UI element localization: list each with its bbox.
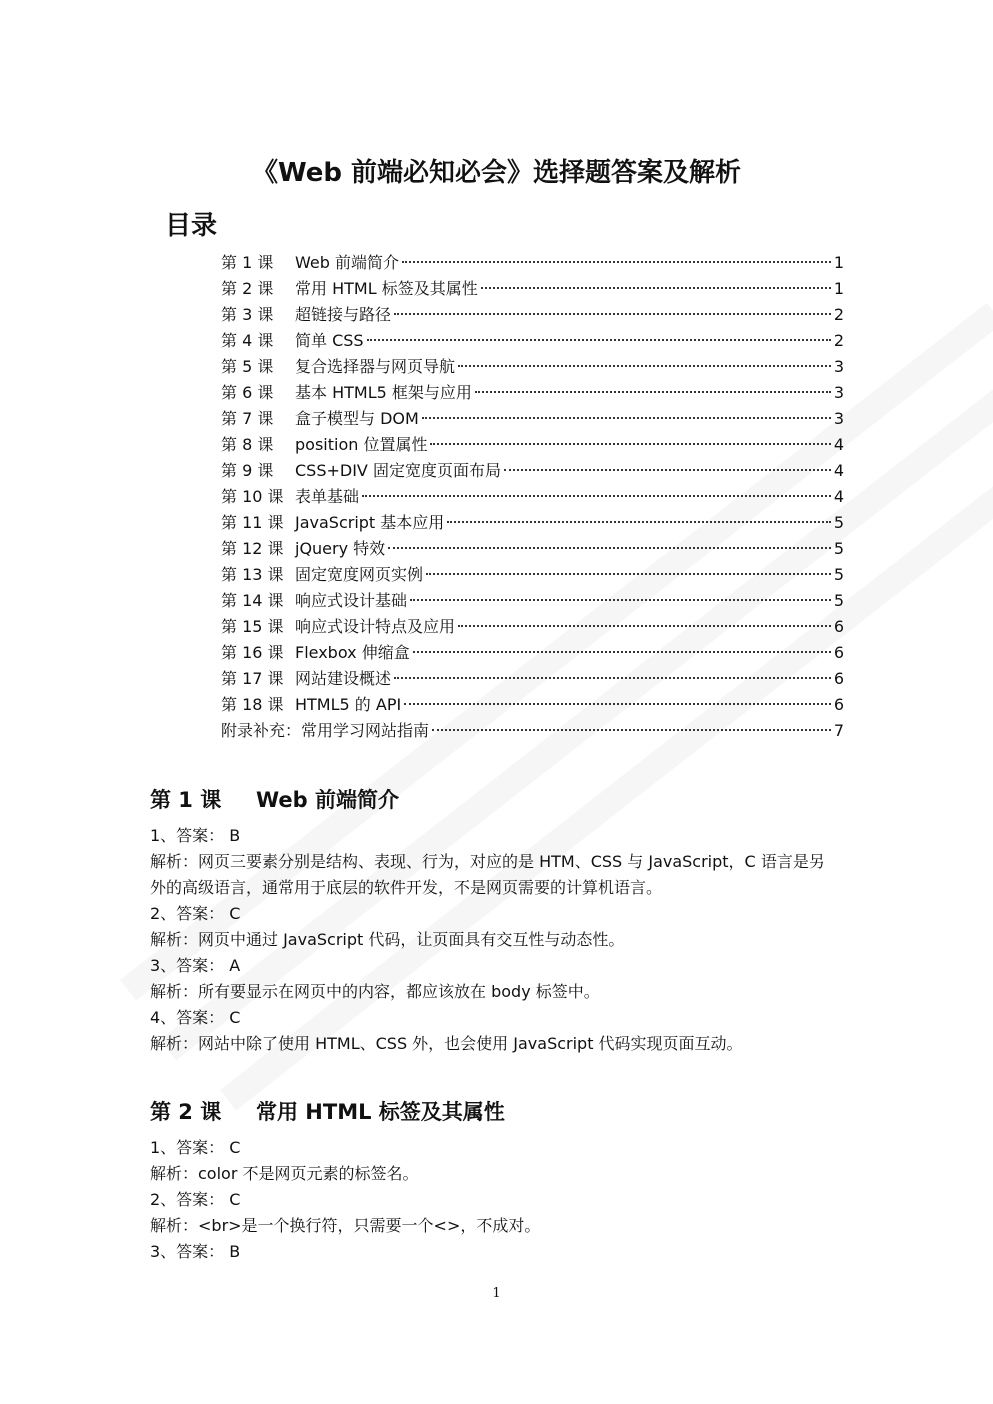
toc-entry-title: HTML5 的 API <box>295 695 402 714</box>
answer-line: 4、答案： C <box>150 1008 241 1027</box>
toc-entry-title: Flexbox 伸缩盒 <box>295 643 410 662</box>
toc-entry-page: 3 <box>833 383 844 402</box>
toc-entry[interactable] <box>221 614 844 640</box>
toc-dot-leader <box>426 573 831 575</box>
toc-entry-number: 第 11 课 <box>221 513 284 532</box>
toc-entry-number: 第 7 课 <box>221 409 274 428</box>
section-heading <box>150 1096 505 1126</box>
toc-entry-title: 简单 CSS <box>295 331 364 350</box>
toc-entry-title: 基本 HTML5 框架与应用 <box>295 383 472 402</box>
toc-entry[interactable] <box>221 406 844 432</box>
toc-dot-leader <box>432 729 831 731</box>
toc-entry[interactable] <box>221 536 844 562</box>
toc-entry-title: 附录补充：常用学习网站指南 <box>221 721 430 740</box>
toc-entry-page: 1 <box>833 279 844 298</box>
toc-entry[interactable] <box>221 432 844 458</box>
toc-entry-number: 第 10 课 <box>221 487 284 506</box>
toc-entry-page: 6 <box>833 669 844 688</box>
toc-entry-page: 2 <box>833 305 844 324</box>
toc-entry-number: 第 3 课 <box>221 305 274 324</box>
document-title: 《Web 前端必知必会》选择题答案及解析 <box>251 158 742 188</box>
toc-dot-leader <box>388 547 831 549</box>
toc-entry-number: 第 17 课 <box>221 669 284 688</box>
page-number: 1 <box>492 1286 501 1301</box>
toc-entry-number: 第 16 课 <box>221 643 284 662</box>
toc-entry-title: 网站建设概述 <box>295 669 392 688</box>
toc-entry-title: position 位置属性 <box>295 435 428 454</box>
toc-entry-title: JavaScript 基本应用 <box>295 513 445 532</box>
toc-entry-number: 第 6 课 <box>221 383 274 402</box>
toc-entry-number: 第 14 课 <box>221 591 284 610</box>
toc-dot-leader <box>447 521 831 523</box>
section-title: Web 前端简介 <box>256 788 400 812</box>
toc-entry-title: 盒子模型与 DOM <box>295 409 419 428</box>
toc-entry[interactable] <box>221 276 844 302</box>
toc-entry[interactable] <box>221 328 844 354</box>
toc-dot-leader <box>481 287 831 289</box>
toc-dot-leader <box>504 469 831 471</box>
toc-entry[interactable] <box>221 354 844 380</box>
toc-entry-number: 第 1 课 <box>221 253 274 272</box>
toc-entry-page: 6 <box>833 643 844 662</box>
toc-entry-page: 4 <box>833 461 844 480</box>
explanation-line: 解析：所有要显示在网页中的内容，都应该放在 body 标签中。 <box>150 982 600 1001</box>
toc-entry-appendix[interactable] <box>221 718 844 744</box>
toc-entry[interactable] <box>221 250 844 276</box>
toc-entry[interactable] <box>221 302 844 328</box>
explanation-line: 解析：网站中除了使用 HTML、CSS 外，也会使用 JavaScript 代码实现页面互动。 <box>150 1034 743 1053</box>
explanation-line: 解析：网页中通过 JavaScript 代码，让页面具有交互性与动态性。 <box>150 930 625 949</box>
answer-line: 3、答案： A <box>150 956 241 975</box>
toc-entry-title: 响应式设计特点及应用 <box>295 617 456 636</box>
explanation-line: 解析：color 不是网页元素的标签名。 <box>150 1164 419 1183</box>
toc-dot-leader <box>367 339 831 341</box>
toc-dot-leader <box>404 703 831 705</box>
toc-dot-leader <box>410 599 831 601</box>
toc-entry-title: 超链接与路径 <box>295 305 392 324</box>
toc-entry[interactable] <box>221 692 844 718</box>
toc-entry-title: 复合选择器与网页导航 <box>295 357 456 376</box>
answer-line: 1、答案： C <box>150 1138 241 1157</box>
toc-dot-leader <box>475 391 831 393</box>
toc-entry-number: 第 5 课 <box>221 357 274 376</box>
table-of-contents <box>221 250 844 744</box>
answer-line: 2、答案： C <box>150 1190 241 1209</box>
toc-heading: 目录 <box>165 211 218 241</box>
toc-entry-page: 7 <box>833 721 844 740</box>
toc-entry-number: 第 9 课 <box>221 461 274 480</box>
toc-entry-number: 第 4 课 <box>221 331 274 350</box>
toc-entry[interactable] <box>221 588 844 614</box>
toc-entry-page: 6 <box>833 617 844 636</box>
explanation-line: 解析：网页三要素分别是结构、表现、行为，对应的是 HTM、CSS 与 JavaScript，C 语言是另 <box>150 852 825 871</box>
toc-entry-page: 5 <box>833 565 844 584</box>
toc-dot-leader <box>422 417 831 419</box>
toc-entry[interactable] <box>221 510 844 536</box>
toc-entry-title: 表单基础 <box>295 487 360 506</box>
toc-dot-leader <box>430 443 830 445</box>
explanation-line: 外的高级语言，通常用于底层的软件开发，不是网页需要的计算机语言。 <box>150 878 663 897</box>
toc-entry-page: 3 <box>833 357 844 376</box>
toc-entry-title: 常用 HTML 标签及其属性 <box>295 279 478 298</box>
toc-dot-leader <box>458 625 831 627</box>
section-title: 常用 HTML 标签及其属性 <box>256 1100 505 1124</box>
toc-dot-leader <box>402 261 831 263</box>
toc-entry-number: 第 12 课 <box>221 539 284 558</box>
toc-entry-title: 固定宽度网页实例 <box>295 565 424 584</box>
toc-dot-leader <box>362 495 831 497</box>
section-lesson-number: 第 2 课 <box>150 1100 222 1124</box>
toc-dot-leader <box>394 313 831 315</box>
toc-entry-number: 第 13 课 <box>221 565 284 584</box>
toc-entry[interactable] <box>221 562 844 588</box>
toc-entry-page: 4 <box>833 487 844 506</box>
toc-entry-title: 响应式设计基础 <box>295 591 408 610</box>
toc-entry-page: 1 <box>833 253 844 272</box>
answer-line: 2、答案： C <box>150 904 241 923</box>
toc-entry[interactable] <box>221 484 844 510</box>
toc-dot-leader <box>413 651 831 653</box>
toc-entry-number: 第 15 课 <box>221 617 284 636</box>
toc-entry-page: 3 <box>833 409 844 428</box>
toc-entry-number: 第 2 课 <box>221 279 274 298</box>
toc-entry-page: 5 <box>833 513 844 532</box>
section-lesson-number: 第 1 课 <box>150 788 222 812</box>
answer-line: 3、答案： B <box>150 1242 241 1261</box>
section-content <box>150 1135 850 1265</box>
answer-line: 1、答案： B <box>150 826 241 845</box>
toc-entry-number: 第 18 课 <box>221 695 284 714</box>
toc-dot-leader <box>458 365 831 367</box>
toc-entry-page: 6 <box>833 695 844 714</box>
toc-entry[interactable] <box>221 640 844 666</box>
toc-entry[interactable] <box>221 666 844 692</box>
toc-entry[interactable] <box>221 458 844 484</box>
toc-entry-title: CSS+DIV 固定宽度页面布局 <box>295 461 501 480</box>
explanation-line: 解析：<br>是一个换行符，只需要一个<>，不成对。 <box>150 1216 541 1235</box>
toc-entry-number: 第 8 课 <box>221 435 274 454</box>
toc-entry-page: 2 <box>833 331 844 350</box>
toc-dot-leader <box>394 677 831 679</box>
toc-entry-page: 5 <box>833 539 844 558</box>
toc-entry-title: Web 前端简介 <box>295 253 399 272</box>
toc-entry-title: jQuery 特效 <box>295 539 386 558</box>
section-content <box>150 823 850 1057</box>
section-heading <box>150 784 399 814</box>
toc-entry[interactable] <box>221 380 844 406</box>
toc-entry-page: 4 <box>833 435 844 454</box>
toc-entry-page: 5 <box>833 591 844 610</box>
